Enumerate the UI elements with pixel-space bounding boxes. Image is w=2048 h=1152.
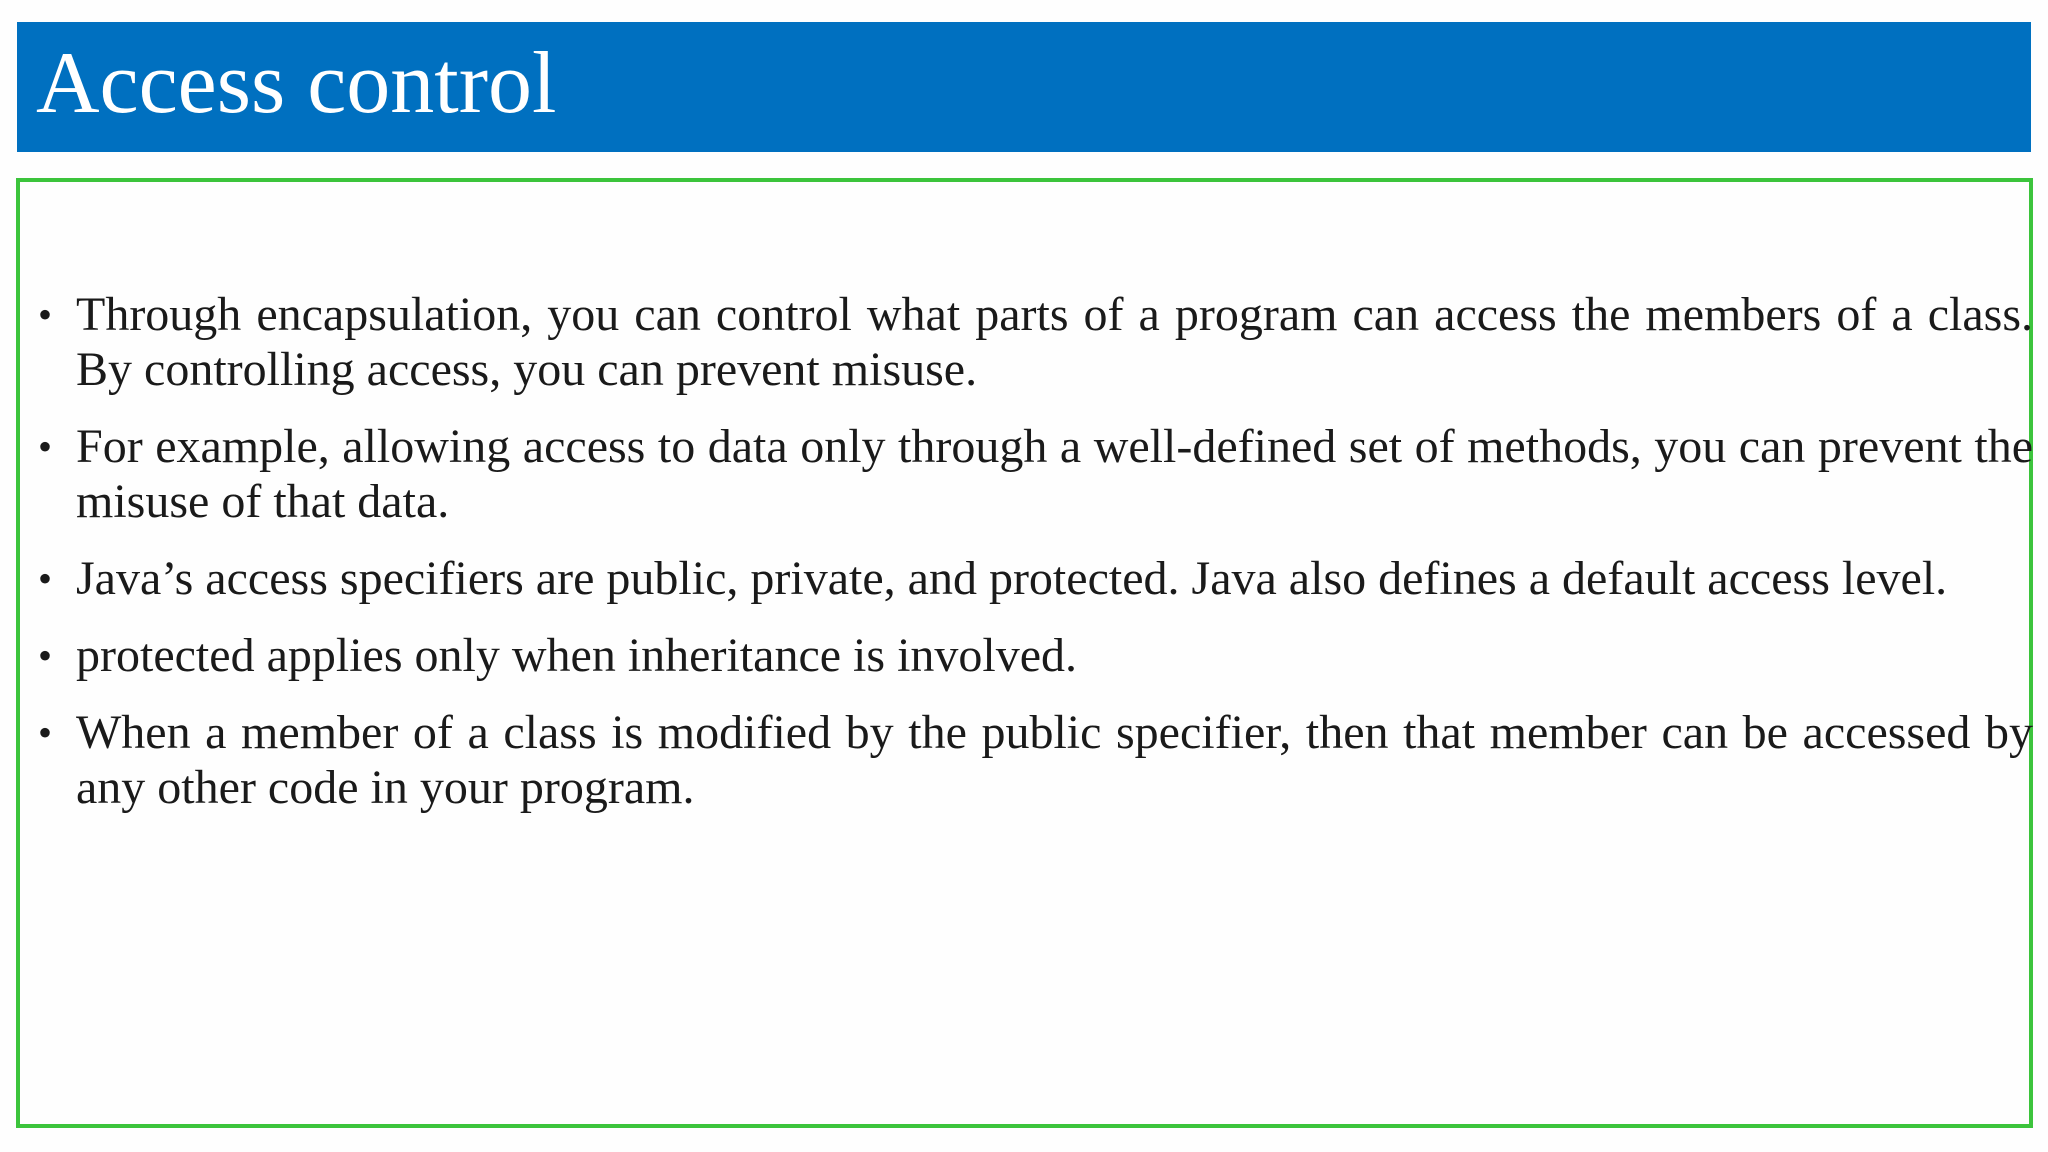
bullet-item [34,705,2033,815]
bullet-item [34,419,2033,529]
bullet-text: Java’s access specifiers are public, private, and protected. Java also defines a default access level. [76,552,1948,605]
title-bar [17,22,2031,152]
bullet-icon: • [38,633,53,678]
content-box [16,178,2033,1128]
bullet-item [34,551,2033,606]
bullet-item [34,628,2033,683]
bullet-item [34,287,2033,397]
bullet-text: For example, allowing access to data only through a well-defined set of methods, you can prevent the misuse of that data. [76,420,2033,528]
slide-title: Access control [36,35,557,132]
bullet-text: When a member of a class is modified by the public specifier, then that member can be accessed by any other code in your program. [76,706,2033,814]
bullet-icon: • [38,710,53,755]
bullet-icon: • [38,424,53,469]
bullet-list [34,287,2033,837]
bullet-icon: • [38,292,53,337]
bullet-text: Through encapsulation, you can control what parts of a program can access the members of a class. By controlling access, you can prevent misuse. [76,288,2033,396]
bullet-text: protected applies only when inheritance is involved. [76,629,1078,682]
bullet-icon: • [38,556,53,601]
